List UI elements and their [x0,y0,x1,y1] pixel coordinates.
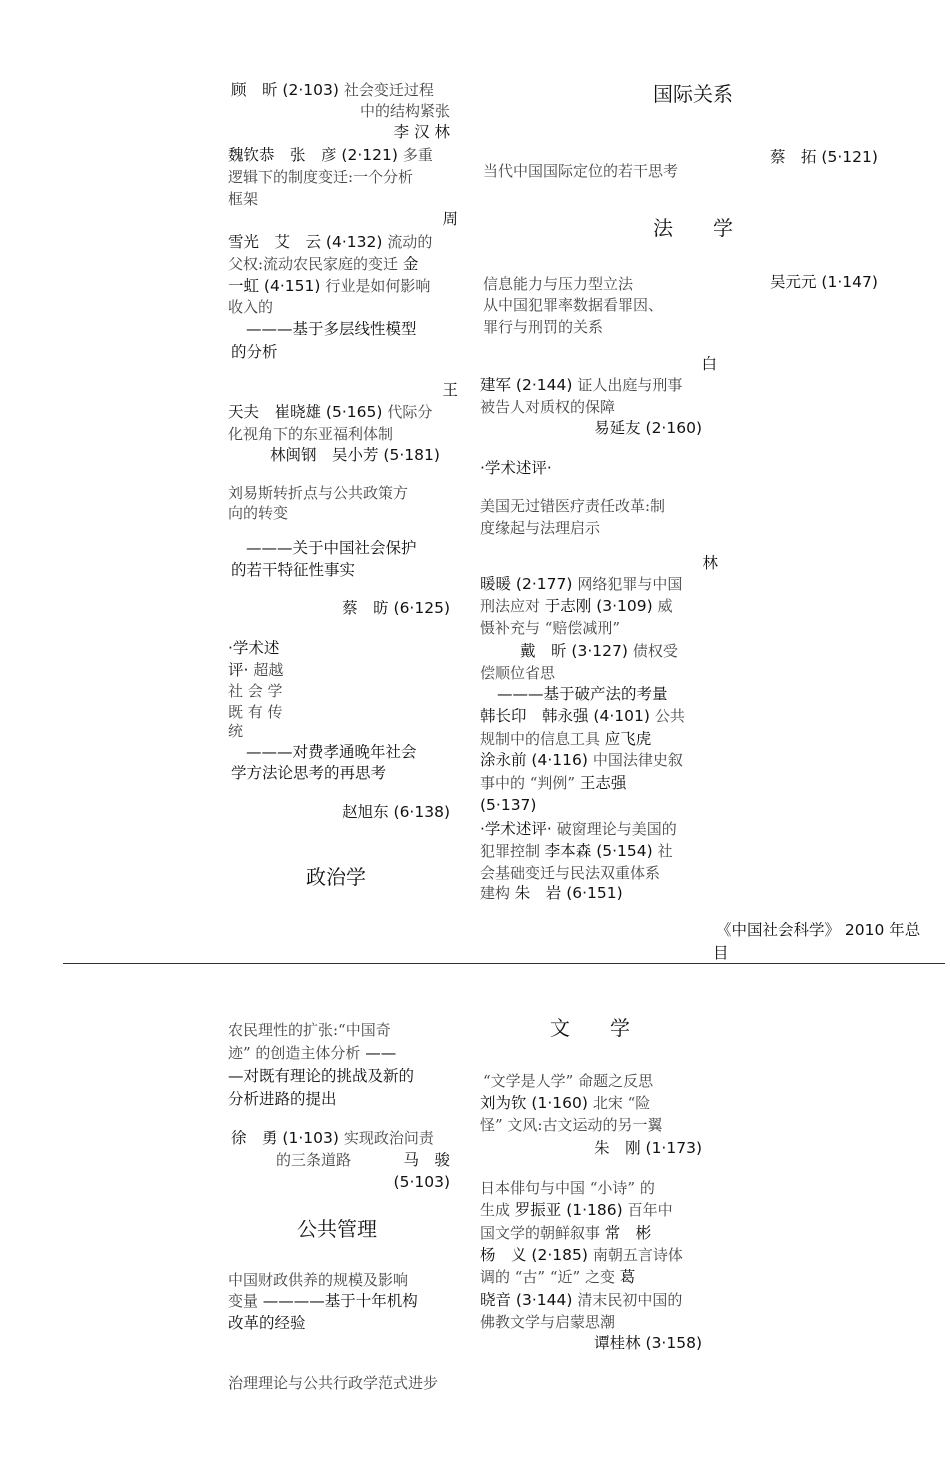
toc-line [483,274,633,294]
author-text: 徐 勇 (1·103) [231,1129,344,1147]
toc-line [520,641,678,661]
toc-line [770,147,878,167]
toc-line [228,1020,391,1040]
toc-line [497,684,668,704]
author-text: 蔡 拓 (5·121) [770,148,878,166]
toc-line [480,750,683,770]
author-text: 应飞虎 [604,730,652,748]
article-title: 偿顺位省思 [480,664,556,682]
article-title: 证人出庭与刑事 [577,376,683,394]
toc-line [228,254,418,274]
article-title: 犯罪控制 [480,842,545,860]
toc-line [228,1270,408,1290]
author-text: 谭桂林 (3·158) [594,1334,702,1352]
author-text: 蔡 昉 (6·125) [342,599,450,617]
article-title: 代际分 [387,403,433,421]
author-text: 杨 义 (2·185) [480,1246,593,1264]
section-heading-literature: 文 学 [550,1016,630,1040]
author-text: 周 [442,210,458,228]
toc-line [228,1373,438,1393]
article-title: 日本俳句与中国 “小诗” 的 [480,1179,655,1197]
author-text: 建军 (2·144) [480,376,578,394]
toc-line [480,1223,651,1243]
author-text: 学方法论思考的再思考 [231,764,387,782]
article-title: 中国财政供养的规模及影响 [228,1271,409,1289]
author-text: 赵旭东 (6·138) [342,803,450,821]
toc-line [403,1150,450,1170]
toc-line [228,681,283,701]
toc-line [480,883,623,903]
article-title: 变量 [228,1292,263,1310]
toc-line [228,1313,306,1333]
author-text: 白 [701,355,717,373]
toc-line [442,380,458,400]
article-title: 慑补充与 “赔偿减刑” [480,619,621,637]
toc-line [228,1089,337,1109]
toc-line [480,1178,655,1198]
toc-line [228,402,432,422]
author-text: 王志强 [579,774,627,792]
toc-line [480,773,626,793]
toc-line [594,418,702,438]
toc-line [702,553,718,573]
toc-line [228,167,413,187]
toc-line [480,1115,663,1135]
article-title: 规制中的信息工具 [480,730,605,748]
article-title: 农民理性的扩张:“中国奇 [228,1021,391,1039]
toc-line [480,518,600,538]
article-title: 父权:流动农民家庭的变迁 [228,255,403,273]
toc-line [594,1333,702,1353]
author-text: 刘为钦 (1·160) [480,1094,593,1112]
toc-line [231,763,386,783]
author-text: 戴 昕 (3·127) [520,642,633,660]
author-text: 分析进路的提出 [228,1090,337,1108]
author-text: ·学术述 [228,639,280,657]
toc-line [342,802,450,822]
section-heading-public-administration: 公共管理 [297,1217,377,1241]
author-text: ———基于多层线性模型 [246,320,417,338]
article-title: 信息能力与压力型立法 [483,275,634,293]
toc-line [228,232,432,252]
article-title: 美国无过错医疗责任改革:制 [480,497,666,515]
author-text: 李本森 (5·154) [544,842,658,860]
toc-line [594,1138,702,1158]
toc-line [270,445,440,465]
article-title: 佛教文学与启蒙思潮 [480,1313,616,1331]
author-text: ———关于中国社会保护 [246,539,417,557]
toc-line [228,1043,396,1063]
toc-line [246,319,417,339]
article-title: 超越 [253,661,284,679]
toc-line [480,397,615,417]
article-title: 南朝五言诗体 [592,1246,683,1264]
toc-line [701,354,717,374]
toc-line [480,841,673,861]
article-title: 当代中国国际定位的若干思考 [483,162,679,180]
section-heading-political-science: 政治学 [306,865,366,889]
author-text: ————基于十年机构 [262,1292,418,1310]
article-title: 建构 [480,884,515,902]
author-text: 一虹 (4·151) [228,277,326,295]
page-divider [63,963,945,964]
article-title: “文学是人学” 命题之反思 [483,1072,654,1090]
author-text: 天夫 崔晓雄 (5·165) [228,403,388,421]
article-title: 化视角下的东亚福利体制 [228,425,394,443]
running-footer-title-cont: 目 [713,944,729,962]
toc-line [480,663,555,683]
author-text: 雪光 艾 云 (4·132) [228,233,388,251]
toc-line [231,560,355,580]
author-text: ———基于破产法的考量 [497,685,668,703]
article-title: 北宋 “险 [592,1094,651,1112]
toc-line [480,863,660,883]
article-title: 框架 [228,190,259,208]
toc-line [480,496,665,516]
author-text: 魏钦恭 张 彦 (2·121) [228,146,403,164]
author-text: 常 彬 [604,1224,652,1242]
author-text: 的若干特征性事实 [231,561,356,579]
toc-line [231,1128,434,1148]
author-text: 罗振亚 (1·186) [514,1201,628,1219]
running-footer-title: 《中国社会科学》 2010 年总 [716,921,921,939]
article-title: 债权受 [632,642,678,660]
article-title: 向的转变 [228,504,289,522]
article-title: 会基础变迁与民法双重体系 [480,864,661,882]
toc-line [480,375,682,395]
toc-line [483,161,678,181]
author-text: 金 [402,255,419,273]
article-title: 事中的 “判例” [480,774,580,792]
toc-line [480,1267,635,1287]
toc-line [480,819,677,839]
article-title: 中的结构紧张 [359,102,450,120]
toc-line [480,1093,650,1113]
author-text: 改革的经验 [228,1314,306,1332]
toc-line [228,660,283,680]
toc-line [228,638,279,658]
article-title: 社 会 学 [228,682,283,700]
article-title: 公共 [654,707,685,725]
toc-line [480,1312,615,1332]
section-heading-international-relations: 国际关系 [653,82,733,106]
toc-line [360,101,450,121]
author-text: 朱 刚 (1·173) [594,1139,702,1157]
author-text: 的分析 [231,343,278,361]
article-title: 收入的 [228,298,274,316]
article-title: 多重 [402,146,433,164]
section-heading-law: 法 学 [653,216,733,240]
toc-line [246,538,417,558]
toc-line [228,424,393,444]
article-title: 度缘起与法理启示 [480,519,601,537]
toc-line [480,1245,683,1265]
author-text: 朱 岩 (6·151) [514,884,623,902]
author-text: (5·137) [480,796,537,814]
toc-line [480,795,536,815]
toc-line [228,1066,414,1086]
author-text: 易延友 (2·160) [594,419,702,437]
author-text: 评· [228,661,254,679]
toc-line [231,80,434,100]
article-title: 国文学的朝鲜叙事 [480,1224,605,1242]
article-title: 百年中 [627,1201,673,1219]
toc-line [228,276,430,296]
article-title: 从中国犯罪率数据看罪因、 [483,296,664,314]
author-text: (5·103) [393,1173,450,1191]
toc-line [228,721,243,741]
author-text: ·学术述评· [480,820,557,838]
toc-line [483,295,663,315]
author-text: 涂永前 (4·116) [480,751,593,769]
article-title: 怪” 文风:古文运动的另一翼 [480,1116,663,1134]
toc-line [228,483,408,503]
toc-line [480,729,651,749]
article-title: 威 [657,597,673,615]
toc-line [483,317,603,337]
author-text: 马 骏 [403,1151,450,1169]
author-text: —— [365,1044,397,1062]
author-text: 林 [702,554,718,572]
toc-line [442,209,458,229]
article-title: 行业是如何影响 [325,277,431,295]
toc-line [483,1071,653,1091]
toc-line [228,1291,418,1311]
article-title: 调的 “古” “近” 之变 [480,1268,620,1286]
toc-line [228,189,258,209]
article-title: 被告人对质权的保障 [480,398,616,416]
author-text: ———对费孝通晚年社会 [246,743,417,761]
toc-line [480,706,685,726]
author-text: 顾 昕 (2·103) [231,81,344,99]
author-text: 于志刚 (3·109) [544,597,658,615]
toc-line [480,1290,682,1310]
author-text: 李 汉 林 [393,123,450,141]
toc-line [228,503,288,523]
article-title: 既 有 传 [228,703,283,721]
toc-line [480,1200,673,1220]
toc-line [228,145,433,165]
toc-line [342,598,450,618]
article-title: 迹” 的创造主体分析 [228,1044,366,1062]
article-title: 统 [228,722,244,740]
toc-line [480,458,552,478]
author-text: 暖暖 (2·177) [480,575,578,593]
toc-line [246,742,417,762]
author-text: 晓音 (3·144) [480,1291,578,1309]
article-title: 生成 [480,1201,515,1219]
author-text: 葛 [619,1268,636,1286]
author-text: —对既有理论的挑战及新的 [228,1067,415,1085]
author-text: 韩长印 韩永强 (4·101) [480,707,655,725]
article-title: 的三条道路 [276,1151,352,1169]
toc-line [276,1150,351,1170]
author-text: ·学术述评· [480,459,552,477]
author-text: 林闽钢 吴小芳 (5·181) [270,446,440,464]
toc-line [231,342,278,362]
article-title: 逻辑下的制度变迁:一个分析 [228,168,414,186]
article-title: 流动的 [387,233,433,251]
article-title: 刑法应对 [480,597,545,615]
article-title: 清末民初中国的 [577,1291,683,1309]
toc-line [394,122,450,142]
article-title: 刘易斯转折点与公共政策方 [228,484,409,502]
toc-line [394,1172,450,1192]
toc-line [480,618,620,638]
article-title: 社会变迁过程 [343,81,434,99]
article-title: 网络犯罪与中国 [577,575,683,593]
toc-line [480,596,673,616]
author-text: 王 [442,381,458,399]
article-title: 中国法律史叙 [592,751,683,769]
article-title: 社 [657,842,673,860]
author-text: 吴元元 (1·147) [770,273,878,291]
toc-line [228,702,283,722]
toc-line [480,574,682,594]
article-title: 罪行与刑罚的关系 [483,318,604,336]
article-title: 破窗理论与美国的 [556,820,677,838]
article-title: 实现政治问责 [343,1129,434,1147]
toc-line [770,272,878,292]
toc-line [228,297,273,317]
article-title: 治理理论与公共行政学范式进步 [228,1374,439,1392]
